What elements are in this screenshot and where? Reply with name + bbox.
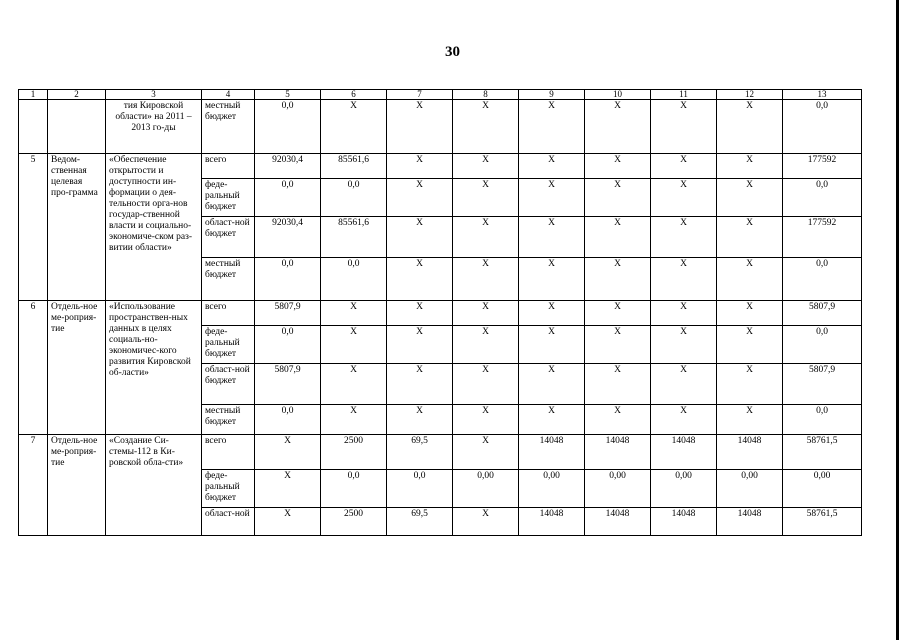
amount-cell: X bbox=[255, 508, 321, 536]
amount-cell: X bbox=[585, 179, 651, 217]
amount-cell: X bbox=[717, 179, 783, 217]
amount-cell: 5807,9 bbox=[783, 364, 862, 405]
amount-cell: 0,0 bbox=[255, 405, 321, 435]
amount-cell: X bbox=[651, 154, 717, 179]
amount-cell: X bbox=[519, 301, 585, 326]
funding-source-cell: местный бюджет bbox=[202, 405, 255, 435]
amount-cell: X bbox=[585, 405, 651, 435]
amount-cell: 0,0 bbox=[783, 258, 862, 301]
funding-source-cell: всего bbox=[202, 435, 255, 470]
budget-table bbox=[18, 89, 862, 536]
amount-cell: X bbox=[519, 217, 585, 258]
column-number-cell: 11 bbox=[651, 90, 717, 100]
amount-cell: X bbox=[585, 326, 651, 364]
amount-cell: X bbox=[453, 435, 519, 470]
funding-source-cell: феде-ральный бюджет bbox=[202, 179, 255, 217]
amount-cell: 2500 bbox=[321, 508, 387, 536]
column-number-cell: 13 bbox=[783, 90, 862, 100]
table-row bbox=[19, 435, 862, 470]
amount-cell: 0,0 bbox=[783, 326, 862, 364]
amount-cell: X bbox=[519, 100, 585, 154]
table-row bbox=[19, 100, 862, 154]
amount-cell: 2500 bbox=[321, 435, 387, 470]
amount-cell: 0,0 bbox=[255, 258, 321, 301]
funding-source-cell: всего bbox=[202, 154, 255, 179]
amount-cell: X bbox=[585, 258, 651, 301]
amount-cell: X bbox=[651, 258, 717, 301]
amount-cell: X bbox=[519, 364, 585, 405]
amount-cell: X bbox=[387, 179, 453, 217]
amount-cell: X bbox=[585, 100, 651, 154]
amount-cell: 14048 bbox=[651, 435, 717, 470]
amount-cell: X bbox=[453, 154, 519, 179]
number-cell: 6 bbox=[19, 301, 48, 435]
amount-cell: 5807,9 bbox=[255, 364, 321, 405]
column-number-cell: 9 bbox=[519, 90, 585, 100]
amount-cell: X bbox=[453, 364, 519, 405]
amount-cell: 0,0 bbox=[255, 179, 321, 217]
number-cell: 5 bbox=[19, 154, 48, 301]
page-edge-rule bbox=[896, 0, 899, 640]
amount-cell: X bbox=[717, 364, 783, 405]
amount-cell: 0,0 bbox=[321, 179, 387, 217]
funding-source-cell: област-ной бюджет bbox=[202, 217, 255, 258]
program-name-cell: «Использование пространствен-ных данных в целях социаль-но-экономичес-кого развития Кировской об-ласти» bbox=[106, 301, 202, 435]
amount-cell: 14048 bbox=[585, 508, 651, 536]
amount-cell: 92030,4 bbox=[255, 154, 321, 179]
amount-cell: X bbox=[585, 301, 651, 326]
amount-cell: 69,5 bbox=[387, 435, 453, 470]
amount-cell: 0,0 bbox=[321, 258, 387, 301]
amount-cell: X bbox=[387, 364, 453, 405]
amount-cell: 0,0 bbox=[255, 326, 321, 364]
column-number-row bbox=[19, 90, 862, 100]
status-cell: Отдель-ное ме-роприя-тие bbox=[48, 301, 106, 435]
amount-cell: 0,00 bbox=[519, 470, 585, 508]
funding-source-cell: местный бюджет bbox=[202, 100, 255, 154]
number-cell: 7 bbox=[19, 435, 48, 536]
amount-cell: 0,00 bbox=[585, 470, 651, 508]
amount-cell: 14048 bbox=[717, 508, 783, 536]
program-name-cell: тия Кировской области» на 2011 – 2013 го-ды bbox=[106, 100, 202, 154]
amount-cell: X bbox=[321, 326, 387, 364]
amount-cell: 14048 bbox=[651, 508, 717, 536]
amount-cell: 14048 bbox=[519, 435, 585, 470]
funding-source-cell: феде-ральный бюджет bbox=[202, 470, 255, 508]
amount-cell: 5807,9 bbox=[255, 301, 321, 326]
amount-cell: 0,0 bbox=[783, 405, 862, 435]
column-number-cell: 6 bbox=[321, 90, 387, 100]
amount-cell: X bbox=[453, 508, 519, 536]
amount-cell: X bbox=[387, 217, 453, 258]
funding-source-cell: феде-ральный бюджет bbox=[202, 326, 255, 364]
amount-cell: X bbox=[519, 154, 585, 179]
amount-cell: X bbox=[585, 217, 651, 258]
amount-cell: 0,00 bbox=[783, 470, 862, 508]
column-number-cell: 7 bbox=[387, 90, 453, 100]
amount-cell: X bbox=[321, 100, 387, 154]
amount-cell: X bbox=[519, 405, 585, 435]
program-name-cell: «Обеспечение открытости и доступности ин-формации о дея-тельности орга-нов государ-ственной власти и социально-экономиче-ском раз-витии области» bbox=[106, 154, 202, 301]
amount-cell: 0,0 bbox=[387, 470, 453, 508]
table-row bbox=[19, 301, 862, 326]
amount-cell: X bbox=[585, 364, 651, 405]
amount-cell: X bbox=[717, 326, 783, 364]
funding-source-cell: област-ной bbox=[202, 508, 255, 536]
amount-cell: X bbox=[387, 301, 453, 326]
amount-cell: X bbox=[651, 217, 717, 258]
number-cell bbox=[19, 100, 48, 154]
amount-cell: 69,5 bbox=[387, 508, 453, 536]
amount-cell: X bbox=[387, 154, 453, 179]
amount-cell: 0,0 bbox=[321, 470, 387, 508]
amount-cell: 14048 bbox=[717, 435, 783, 470]
amount-cell: X bbox=[453, 217, 519, 258]
amount-cell: X bbox=[387, 258, 453, 301]
amount-cell: X bbox=[387, 405, 453, 435]
amount-cell: 58761,5 bbox=[783, 435, 862, 470]
column-number-cell: 1 bbox=[19, 90, 48, 100]
amount-cell: 0,00 bbox=[453, 470, 519, 508]
column-number-cell: 5 bbox=[255, 90, 321, 100]
amount-cell: 85561,6 bbox=[321, 217, 387, 258]
amount-cell: X bbox=[717, 100, 783, 154]
amount-cell: X bbox=[321, 364, 387, 405]
amount-cell: 92030,4 bbox=[255, 217, 321, 258]
amount-cell: 0,00 bbox=[651, 470, 717, 508]
amount-cell: X bbox=[717, 217, 783, 258]
page-number: 30 bbox=[445, 44, 460, 60]
program-name-cell: «Создание Си-стемы-112 в Ки-ровской обла-сти» bbox=[106, 435, 202, 536]
amount-cell: X bbox=[717, 301, 783, 326]
amount-cell: 5807,9 bbox=[783, 301, 862, 326]
amount-cell: X bbox=[387, 100, 453, 154]
column-number-cell: 10 bbox=[585, 90, 651, 100]
amount-cell: 14048 bbox=[585, 435, 651, 470]
amount-cell: X bbox=[255, 435, 321, 470]
amount-cell: X bbox=[651, 179, 717, 217]
amount-cell: 177592 bbox=[783, 154, 862, 179]
amount-cell: X bbox=[453, 179, 519, 217]
column-number-cell: 4 bbox=[202, 90, 255, 100]
amount-cell: X bbox=[651, 100, 717, 154]
amount-cell: X bbox=[255, 470, 321, 508]
table-row bbox=[19, 154, 862, 179]
amount-cell: 177592 bbox=[783, 217, 862, 258]
amount-cell: X bbox=[651, 301, 717, 326]
amount-cell: X bbox=[519, 179, 585, 217]
column-number-cell: 3 bbox=[106, 90, 202, 100]
status-cell bbox=[48, 100, 106, 154]
status-cell: Ведом-ственная целевая про-грамма bbox=[48, 154, 106, 301]
amount-cell: X bbox=[321, 405, 387, 435]
status-cell: Отдель-ное ме-роприя-тие bbox=[48, 435, 106, 536]
amount-cell: X bbox=[453, 326, 519, 364]
column-number-cell: 8 bbox=[453, 90, 519, 100]
amount-cell: X bbox=[651, 364, 717, 405]
amount-cell: X bbox=[717, 258, 783, 301]
amount-cell: X bbox=[717, 405, 783, 435]
column-number-cell: 2 bbox=[48, 90, 106, 100]
amount-cell: X bbox=[519, 258, 585, 301]
amount-cell: 14048 bbox=[519, 508, 585, 536]
amount-cell: X bbox=[453, 405, 519, 435]
amount-cell: X bbox=[453, 258, 519, 301]
amount-cell: X bbox=[585, 154, 651, 179]
amount-cell: 0,00 bbox=[717, 470, 783, 508]
amount-cell: X bbox=[519, 326, 585, 364]
amount-cell: X bbox=[651, 405, 717, 435]
amount-cell: X bbox=[387, 326, 453, 364]
amount-cell: X bbox=[651, 326, 717, 364]
funding-source-cell: местный бюджет bbox=[202, 258, 255, 301]
amount-cell: 85561,6 bbox=[321, 154, 387, 179]
amount-cell: 0,0 bbox=[783, 179, 862, 217]
funding-source-cell: всего bbox=[202, 301, 255, 326]
funding-source-cell: област-ной бюджет bbox=[202, 364, 255, 405]
amount-cell: 58761,5 bbox=[783, 508, 862, 536]
amount-cell: X bbox=[453, 301, 519, 326]
amount-cell: X bbox=[321, 301, 387, 326]
amount-cell: X bbox=[717, 154, 783, 179]
amount-cell: X bbox=[453, 100, 519, 154]
amount-cell: 0,0 bbox=[255, 100, 321, 154]
amount-cell: 0,0 bbox=[783, 100, 862, 154]
column-number-cell: 12 bbox=[717, 90, 783, 100]
